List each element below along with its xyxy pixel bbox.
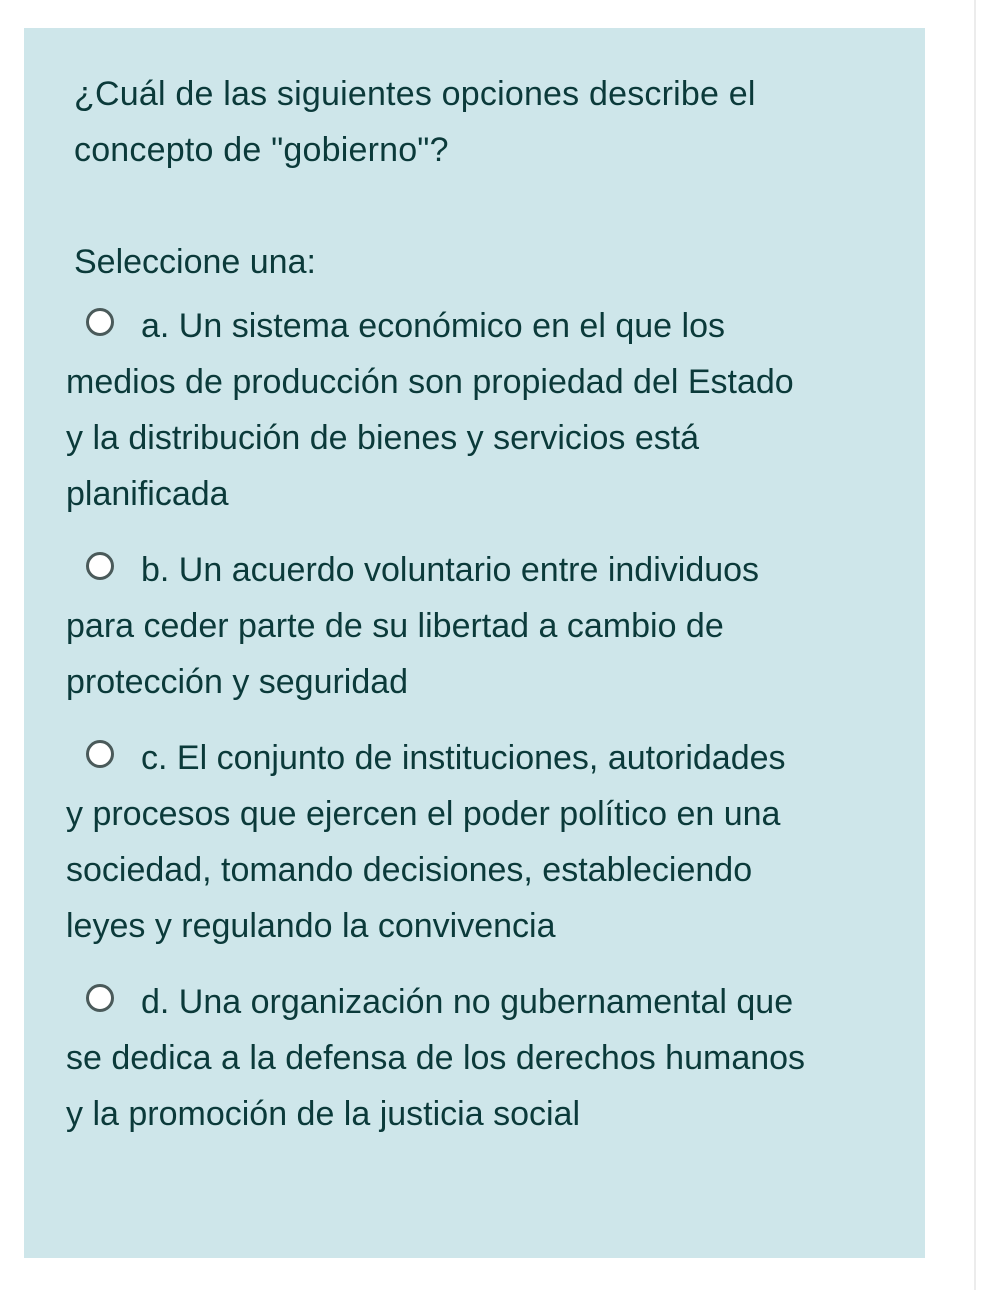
question-text: ¿Cuál de las siguientes opciones describe el concepto de "gobierno"? <box>74 75 756 169</box>
question-card <box>24 28 925 1258</box>
answer-prompt: Seleccione una: <box>74 243 316 281</box>
option-b[interactable] <box>66 542 885 710</box>
option-d-label[interactable]: d. Una organización no gubernamental que se dedica a la defensa de los derechos humanos y la promoción de la justicia social <box>66 983 806 1133</box>
option-d[interactable] <box>66 974 885 1142</box>
option-c[interactable] <box>66 730 885 954</box>
option-a-label[interactable]: a. Un sistema económico en el que los medios de producción son propiedad del Estado y la distribución de bienes y servicios está planificada <box>66 307 794 513</box>
option-c-label[interactable]: c. El conjunto de instituciones, autoridades y procesos que ejercen el poder político en una sociedad, tomando decisiones, estableciendo leyes y regulando la convivencia <box>66 739 786 945</box>
answer-options <box>66 298 885 1142</box>
option-b-label[interactable]: b. Un acuerdo voluntario entre individuos para ceder parte de su libertad a cambio de protección y seguridad <box>66 551 760 701</box>
page-edge-divider <box>974 0 976 1290</box>
option-a[interactable] <box>66 298 885 522</box>
